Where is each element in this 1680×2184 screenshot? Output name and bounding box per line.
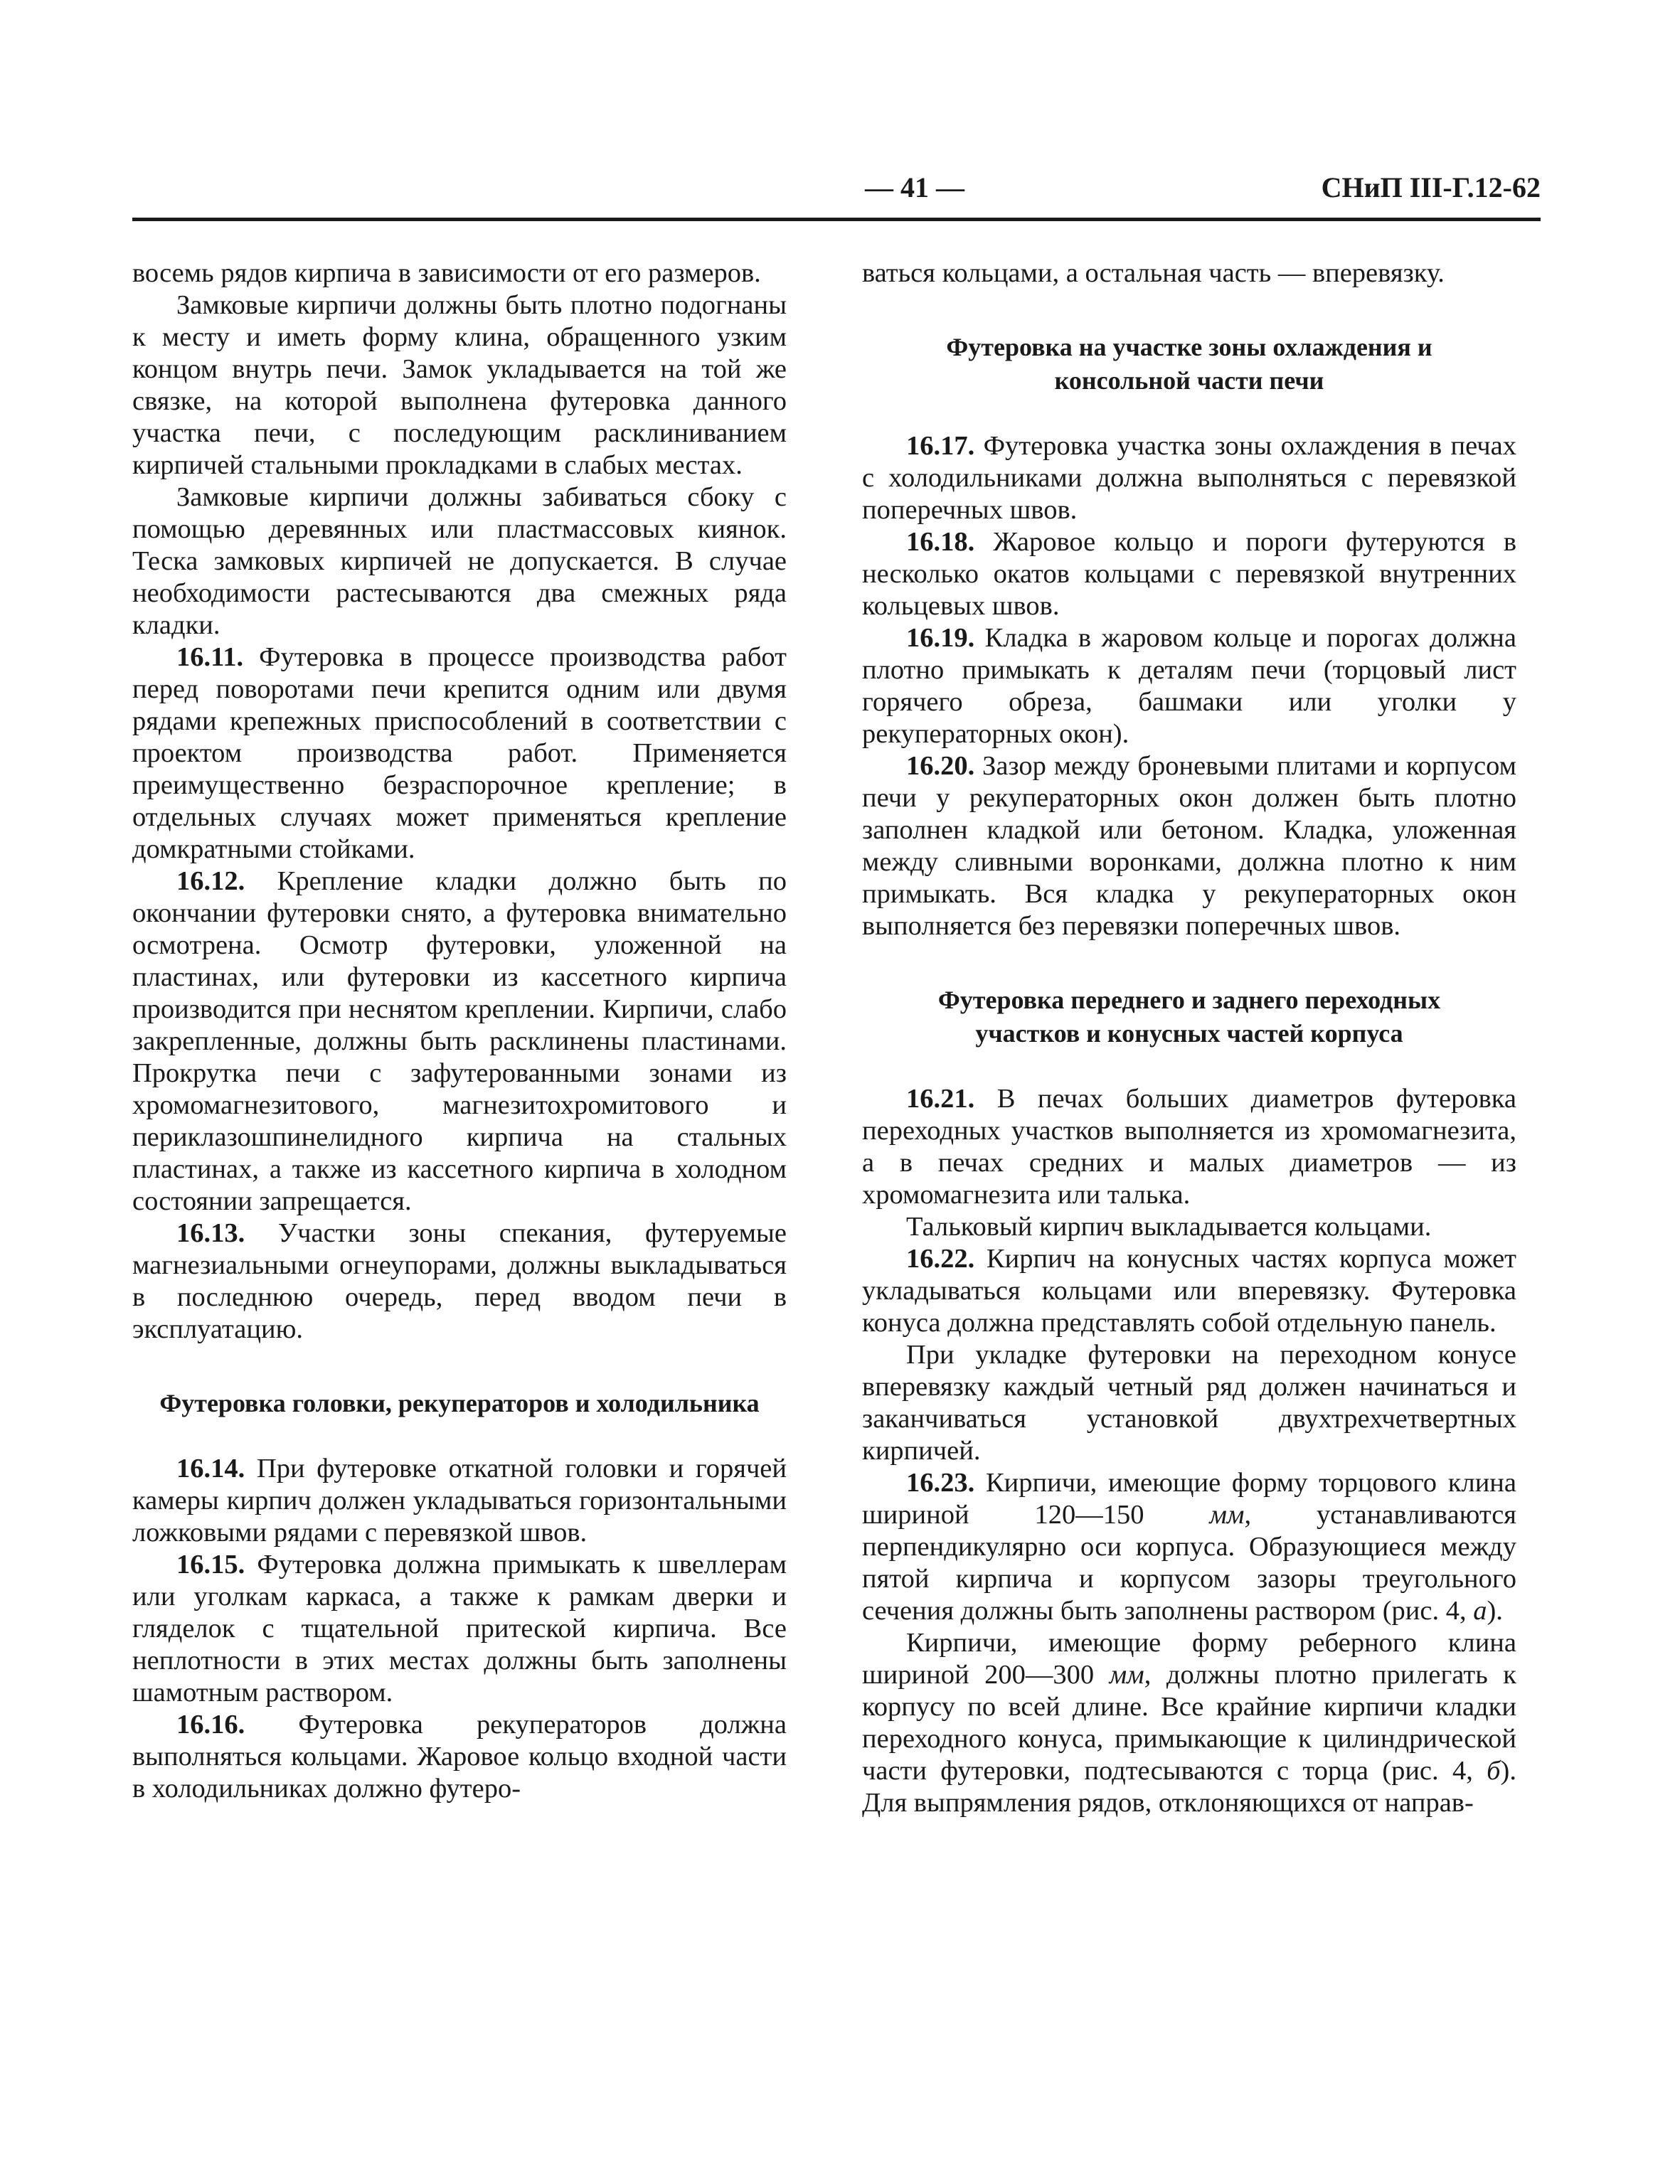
unit-mm: мм [1109,1660,1144,1690]
figure-ref-b: б [1487,1756,1501,1786]
clause-text: Жаровое кольцо и пороги футеруются в несколько окатов кольцами с перевязкой внутренних кольцевых швов. [862,527,1516,621]
paragraph-text: Кирпичи, имеющие форму реберного клина шириной 200—300 [862,1628,1516,1690]
unit-mm: мм [1209,1500,1245,1530]
clause-16-22 [862,1243,1516,1339]
paragraph-talc-brick: Тальковый кирпич выкладывается кольцами. [906,1212,1432,1242]
clause-16-18 [862,526,1516,622]
clause-16-19 [862,622,1516,750]
clause-number: 16.23. [906,1468,975,1498]
clause-number: 16.13. [176,1218,245,1248]
clause-text: Крепление кладки должно быть по окончании футеровки снято, а футеровка внимательно осмотрена. Осмотр футеровки, уложенной на пластинах, или футеровки из кассетного кирпича производится при неснятом креплении. Кирпичи, слабо закрепленные, должны быть расклинены пластинами. Прокрутка печи с зафутерованными зонами из хромомагнезитового, магнезитохромитового и периклазошпинелидного кирпича на стальных пластинах, а также из кассетного кирпича в холодном состоянии запрещается. [132,866,787,1216]
header-rule [132,218,1541,221]
figure-ref-a: а [1473,1596,1487,1626]
clause-16-17 [862,430,1516,526]
page-header [132,171,1541,206]
paragraph-key-bricks-driving: Замковые кирпичи должны забиваться сбоку с помощью деревянных или пластмассовых киянок. Теска замковых кирпичей не допускается. В случае необходимости растесываются два смежных ряда кладки. [132,482,787,640]
right-column [862,257,1516,1819]
clause-16-12 [132,865,787,1218]
left-column [132,257,787,1805]
clause-text: Футеровка в процессе производства работ перед поворотами печи крепится одним или двумя рядами крепежных приспособлений в соответствии с проектом производства работ. Применяется преимущественно безраспорочное крепление; в отдельных случаях может применяться крепление домкратными стойками. [132,642,787,864]
clause-16-15 [132,1549,787,1709]
clause-text: Зазор между броневыми плитами и корпусом печи у рекуператорных окон должен быть плотно заполнен кладкой или бетоном. Кладка, уложенная между сливными воронками, должна плотно к ним примыкать. Вся кладка у рекуператорных окон выполняется без перевязки поперечных швов. [862,751,1516,941]
clause-16-13 [132,1218,787,1346]
section-heading-cooling-zone: Футеровка на участке зоны охлаждения и консольной части печи [946,333,1432,395]
clause-16-20 [862,750,1516,942]
section-heading-transition-sections: Футеровка переднего и заднего переходных участков и конусных частей корпуса [937,986,1441,1048]
document-code: СНиП III-Г.12-62 [1321,171,1541,203]
clause-text: Кладка в жаровом кольце и порогах должна плотно примыкать к деталям печи (торцовый лист горячего обреза, башмаки или уголки у рекуператорных окон). [862,623,1516,749]
page-number: — 41 — [865,171,964,203]
clause-text: Футеровка участка зоны охлаждения в печах с холодильниками должна выполняться с перевязкой поперечных швов. [862,431,1516,525]
paragraph-continuation: ваться кольцами, а остальная часть — вперевязку. [862,258,1445,288]
paragraph-transition-cone: При укладке футеровки на переходном конусе вперевязку каждый четный ряд должен начинаться и заканчиваться установкой двухтрехчетвертных кирпичей. [862,1340,1516,1466]
clause-16-16 [132,1709,787,1805]
paragraph-key-bricks-fit: Замковые кирпичи должны быть плотно подогнаны к месту и иметь форму клина, обращенного узким концом внутрь печи. Замок укладывается на той же связке, на которой выполнена футеровка данного участка печи, с последующим расклиниванием кирпичей стальными прокладками в слабых местах. [132,290,787,480]
paragraph-continuation: восемь рядов кирпича в зависимости от его размеров. [132,258,761,288]
clause-number: 16.22. [906,1244,975,1274]
section-heading-head-recuperators: Футеровка головки, рекуператоров и холодильника [159,1389,760,1417]
clause-number: 16.18. [906,527,975,557]
clause-number: 16.20. [906,751,975,781]
clause-text: Футеровка рекуператоров должна выполняться кольцами. Жаровое кольцо входной части в холодильниках должно футеро- [132,1710,787,1804]
clause-16-11 [132,641,787,865]
clause-number: 16.17. [906,431,975,461]
clause-16-21 [862,1083,1516,1211]
clause-number: 16.21. [906,1084,975,1114]
paragraph-text: , должны плотно прилегать к корпусу по всей длине. Все крайние кирпичи кладки переходного конуса, примыкающие к цилиндрической части футеровки, подтесываются с торца (рис. 4, [862,1660,1516,1786]
clause-text: ). [1487,1596,1503,1626]
clause-number: 16.14. [176,1454,245,1483]
clause-text: , устанавливаются перпендикулярно оси корпуса. Образующиеся между пятой кирпича и корпусом зазоры треугольного сечения должны быть заполнены раствором (рис. 4, [862,1500,1516,1626]
paragraph-text: ). Для выпрямления рядов, отклоняющихся от направ- [862,1756,1516,1818]
clause-number: 16.12. [176,866,245,896]
clause-text: Кирпич на конусных частях корпуса может укладываться кольцами или вперевязку. Футеровка конуса должна представлять собой отдельную панель. [862,1244,1516,1338]
clause-number: 16.19. [906,623,975,653]
clause-text: Кирпичи, имеющие форму торцового клина шириной 120—150 [862,1468,1516,1530]
clause-text: Футеровка должна примыкать к швеллерам или уголкам каркаса, а также к рамкам дверки и гляделок с тщательной притеской кирпича. Все неплотности в этих местах должны быть заполнены шамотным раствором. [132,1550,787,1708]
clause-text: При футеровке откатной головки и горячей камеры кирпич должен укладываться горизонтальными ложковыми рядами с перевязкой швов. [132,1454,787,1548]
clause-16-23 [862,1467,1516,1627]
clause-number: 16.16. [176,1710,245,1740]
paragraph-edge-bricks [862,1627,1516,1819]
clause-text: В печах больших диаметров футеровка переходных участков выполняется из хромомагнезита, а в печах средних и малых диаметров — из хромомагнезита или талька. [862,1084,1516,1210]
clause-number: 16.15. [176,1550,245,1580]
clause-number: 16.11. [176,642,244,672]
clause-16-14 [132,1453,787,1549]
clause-text: Участки зоны спекания, футеруемые магнезиальными огнеупорами, должны выкладываться в последнюю очередь, перед вводом печи в эксплуатацию. [132,1218,787,1344]
